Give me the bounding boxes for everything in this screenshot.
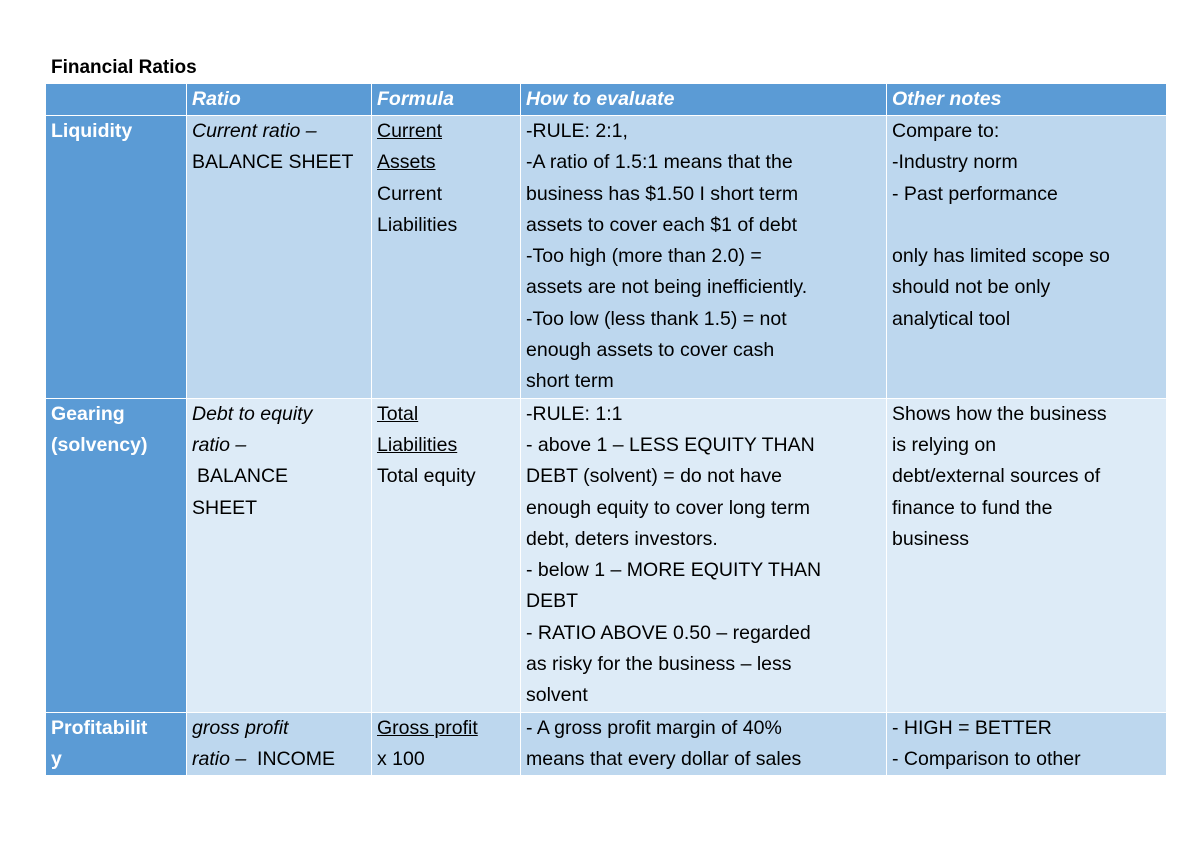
formula-multiplier: x 100 [377, 747, 425, 770]
ratio-source: BALANCE SHEET [192, 151, 354, 174]
evaluate-line: -A ratio of 1.5:1 means that the [526, 151, 793, 174]
ratio-source: SHEET [192, 496, 258, 519]
header-formula: Formula [372, 84, 521, 116]
evaluate-line: enough equity to cover long term [526, 496, 811, 519]
formula-numerator: Current [377, 120, 443, 142]
evaluate-line: -RULE: 2:1, [526, 120, 628, 142]
ratio-name: gross profit [192, 716, 289, 739]
evaluate-line: solvent [526, 684, 588, 707]
notes-line: business [892, 527, 969, 550]
notes-line: - Comparison to other [892, 747, 1081, 770]
category-label: (solvency) [51, 433, 148, 456]
notes-spacer [892, 210, 1161, 241]
evaluate-line: -Too high (more than 2.0) = [526, 245, 762, 268]
ratio-cell [187, 398, 372, 712]
category-cell [46, 116, 187, 399]
table-row-profitability [46, 712, 1167, 776]
notes-line: is relying on [892, 433, 997, 456]
formula-numerator: Gross profit [377, 716, 478, 739]
table-header-row [46, 84, 1167, 116]
evaluate-line: - below 1 – MORE EQUITY THAN [526, 559, 822, 582]
formula-denominator: Liabilities [377, 213, 458, 236]
formula-denominator: Current [377, 182, 443, 205]
notes-line: analytical tool [892, 307, 1011, 330]
notes-cell [887, 398, 1167, 712]
ratio-name: Debt to equity [192, 402, 313, 425]
evaluate-cell [521, 712, 887, 776]
ratio-name: ratio – [192, 747, 247, 770]
evaluate-line: - A gross profit margin of 40% [526, 716, 782, 739]
category-label: y [51, 747, 62, 770]
notes-line: should not be only [892, 276, 1051, 299]
formula-cell [372, 712, 521, 776]
header-category [46, 84, 187, 116]
table-row-liquidity [46, 116, 1167, 399]
category-label: Profitabilit [51, 716, 148, 739]
formula-numerator: Assets [377, 151, 436, 174]
notes-line: - HIGH = BETTER [892, 716, 1052, 739]
formula-denominator: Total equity [377, 465, 476, 488]
ratio-name: Current ratio – [192, 120, 317, 142]
ratio-cell [187, 116, 372, 399]
ratio-source: BALANCE [197, 465, 289, 488]
evaluate-line: - above 1 – LESS EQUITY THAN [526, 433, 815, 456]
evaluate-line: assets to cover each $1 of debt [526, 213, 798, 236]
notes-line: Compare to: [892, 120, 1000, 142]
evaluate-line: - RATIO ABOVE 0.50 – regarded [526, 621, 811, 644]
category-label: Liquidity [51, 120, 133, 142]
evaluate-line: assets are not being inefficiently. [526, 276, 808, 299]
financial-ratios-table [45, 83, 1167, 776]
evaluate-line: means that every dollar of sales [526, 747, 802, 770]
ratio-name: ratio – [192, 433, 247, 456]
evaluate-line: as risky for the business – less [526, 653, 792, 676]
ratio-source: INCOME [257, 747, 336, 770]
category-cell [46, 712, 187, 776]
evaluate-cell [521, 116, 887, 399]
notes-line: finance to fund the [892, 496, 1053, 519]
notes-line: Shows how the business [892, 402, 1107, 425]
evaluate-cell [521, 398, 887, 712]
notes-cell [887, 116, 1167, 399]
notes-cell [887, 712, 1167, 776]
table-row-gearing [46, 398, 1167, 712]
notes-line: - Past performance [892, 182, 1058, 205]
evaluate-line: -Too low (less thank 1.5) = not [526, 307, 787, 330]
evaluate-line: enough assets to cover cash [526, 339, 775, 362]
evaluate-line: -RULE: 1:1 [526, 402, 623, 425]
evaluate-line: DEBT [526, 590, 579, 613]
ratio-name-line2 [192, 744, 366, 775]
header-ratio: Ratio [187, 84, 372, 116]
notes-line: -Industry norm [892, 151, 1018, 174]
evaluate-line: short term [526, 370, 614, 393]
notes-line: debt/external sources of [892, 465, 1101, 488]
formula-numerator: Total [377, 402, 419, 425]
ratio-cell [187, 712, 372, 776]
header-how-to-evaluate: How to evaluate [521, 84, 887, 116]
formula-cell [372, 398, 521, 712]
formula-numerator: Liabilities [377, 433, 458, 456]
notes-line: only has limited scope so [892, 245, 1110, 268]
evaluate-line: DEBT (solvent) = do not have [526, 465, 782, 488]
category-label: Gearing [51, 402, 125, 425]
evaluate-line: business has $1.50 I short term [526, 182, 799, 205]
formula-cell [372, 116, 521, 399]
evaluate-line: debt, deters investors. [526, 527, 718, 550]
header-other-notes: Other notes [887, 84, 1167, 116]
category-cell [46, 398, 187, 712]
document-title: Financial Ratios [51, 57, 197, 78]
